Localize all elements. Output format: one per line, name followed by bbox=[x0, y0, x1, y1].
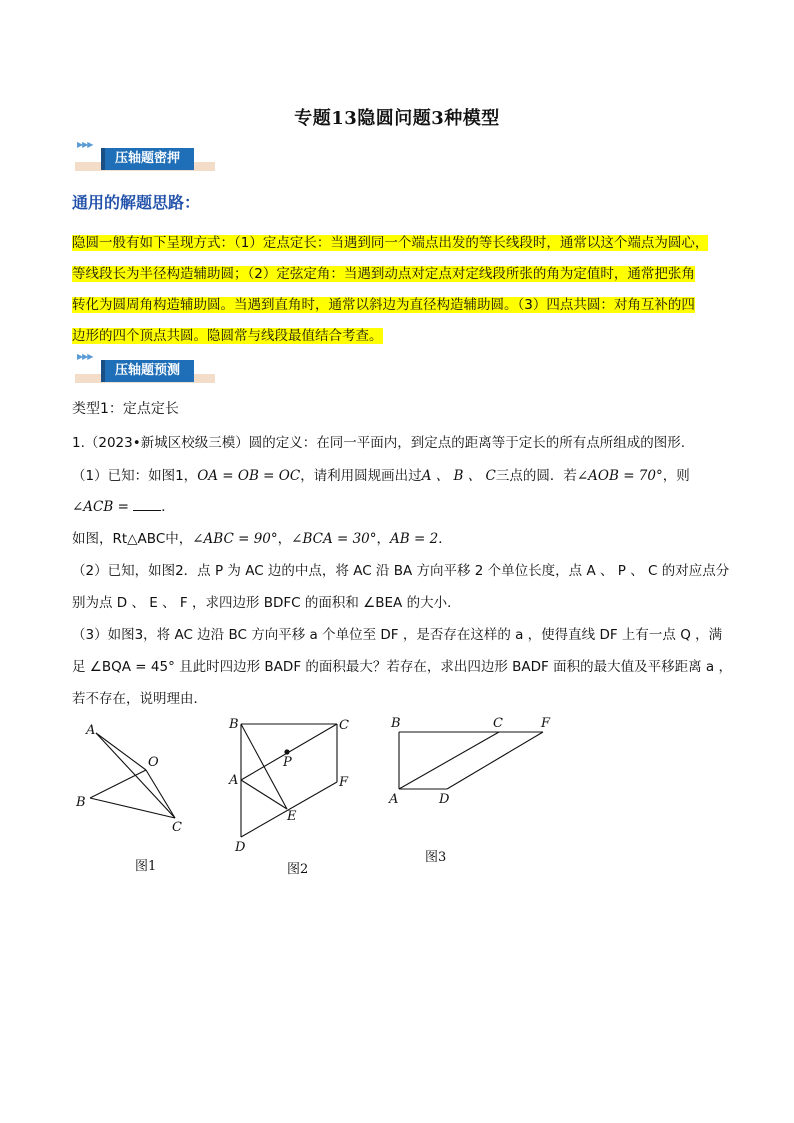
cond-text-a: 如图，Rt△ABC中， bbox=[72, 531, 193, 547]
part1-points: A 、 B 、 C bbox=[421, 468, 496, 484]
figure-3-lines bbox=[399, 732, 543, 789]
part1-text-d: ，则 bbox=[662, 468, 690, 484]
fig1-label-a: A bbox=[86, 723, 96, 738]
cond-ab: AB = 2 bbox=[390, 531, 439, 547]
arrows-icon: ▶▶▶ bbox=[77, 140, 93, 149]
condition-line bbox=[72, 527, 732, 547]
fig3-label-d: D bbox=[439, 792, 450, 807]
summary-line-1: 隐圆一般有如下呈现方式：（1）定点定长：当遇到同一个端点出发的等长线段时，通常以这个端点为圆心， bbox=[72, 235, 709, 251]
figure-3-caption: 图3 bbox=[425, 850, 447, 865]
part1-end: ． bbox=[161, 499, 175, 515]
fig2-label-d: D bbox=[235, 840, 246, 855]
fig2-label-f: F bbox=[339, 775, 349, 790]
part1-line2 bbox=[72, 495, 732, 515]
method-summary bbox=[72, 228, 732, 352]
figure-1 bbox=[76, 718, 200, 838]
banner-label: 压轴题密押 bbox=[101, 148, 194, 170]
fig3-label-b: B bbox=[391, 716, 401, 731]
banner-label: 压轴题预测 bbox=[101, 360, 194, 382]
fig2-label-p: P bbox=[283, 755, 292, 770]
cond-angle-abc: ∠ABC = 90° bbox=[192, 531, 278, 547]
part3-line3: 若不存在，说明理由． bbox=[72, 691, 207, 707]
page-title: 专题13隐圆问题3种模型 bbox=[294, 108, 500, 129]
figure-3 bbox=[385, 712, 560, 812]
summary-line-4: 边形的四个顶点共圆。隐圆常与线段最值结合考查。 bbox=[72, 328, 383, 344]
fig1-label-c: C bbox=[172, 820, 182, 835]
cond-sep-1: ， bbox=[277, 531, 292, 547]
section-banner-key-questions bbox=[75, 140, 215, 176]
figure-1-caption: 图1 bbox=[135, 859, 157, 874]
figure-2-caption: 图2 bbox=[287, 862, 309, 877]
answer-blank[interactable] bbox=[133, 498, 161, 511]
part2-line2: 别为点 D 、 E 、 F ，求四边形 BDFC 的面积和 ∠BEA 的大小． bbox=[72, 595, 461, 611]
type-label: 类型1：定点定长 bbox=[72, 401, 179, 417]
fig2-label-a: A bbox=[229, 773, 239, 788]
summary-line-2: 等线段长为半径构造辅助圆；（2）定弦定角：当遇到动点对定点对定线段所张的角为定值时，通常把张角 bbox=[72, 266, 695, 282]
fig3-label-f: F bbox=[541, 716, 551, 731]
part1-angle: ∠AOB = 70° bbox=[576, 468, 663, 484]
part2-line1: （2）已知，如图2．点 P 为 AC 边的中点，将 AC 沿 BA 方向平移 2 个单位长度，点 A 、 P 、 C 的对应点分 bbox=[72, 563, 730, 579]
part1-text-a: （1）已知：如图1， bbox=[72, 468, 198, 484]
part1-text-b: ，请利用圆规画出过 bbox=[300, 468, 422, 484]
fig2-label-b: B bbox=[229, 717, 239, 732]
part1-question: ∠ACB = bbox=[72, 499, 129, 515]
midpoint-p-dot bbox=[284, 749, 289, 754]
fig3-label-c: C bbox=[493, 716, 503, 731]
fig2-label-c: C bbox=[339, 718, 349, 733]
method-heading: 通用的解题思路： bbox=[72, 193, 201, 212]
part3-line2: 足 ∠BQA = 45° 且此时四边形 BADF 的面积最大？若存在，求出四边形 BADF 面积的最大值及平移距离 a ， bbox=[72, 659, 732, 675]
arrows-icon: ▶▶▶ bbox=[77, 352, 93, 361]
fig1-label-o: O bbox=[148, 755, 159, 770]
cond-end: ． bbox=[438, 531, 452, 547]
part1-text-c: 三点的圆．若 bbox=[495, 468, 577, 484]
cond-angle-bca: ∠BCA = 30° bbox=[291, 531, 377, 547]
part1-equation: OA = OB = OC bbox=[197, 468, 301, 484]
figure-2 bbox=[225, 712, 365, 857]
fig3-label-a: A bbox=[389, 792, 399, 807]
fig2-label-e: E bbox=[287, 809, 297, 824]
problem-intro: 1.（2023•新城区校级三模）圆的定义：在同一平面内，到定点的距离等于定长的所有点所组成的图形. bbox=[72, 435, 685, 451]
figure-1-lines bbox=[90, 733, 175, 818]
summary-line-3: 转化为圆周角构造辅助圆。当遇到直角时，通常以斜边为直径构造辅助圆。（3）四点共圆：对角互补的四 bbox=[72, 297, 695, 313]
section-banner-prediction bbox=[75, 352, 215, 388]
part1-line1 bbox=[72, 464, 732, 484]
part3-line1: （3）如图3，将 AC 边沿 BC 方向平移 a 个单位至 DF ，是否存在这样的 a ，使得直线 DF 上有一点 Q ，满 bbox=[72, 627, 723, 643]
cond-sep-2: ， bbox=[376, 531, 391, 547]
fig1-label-b: B bbox=[76, 795, 86, 810]
